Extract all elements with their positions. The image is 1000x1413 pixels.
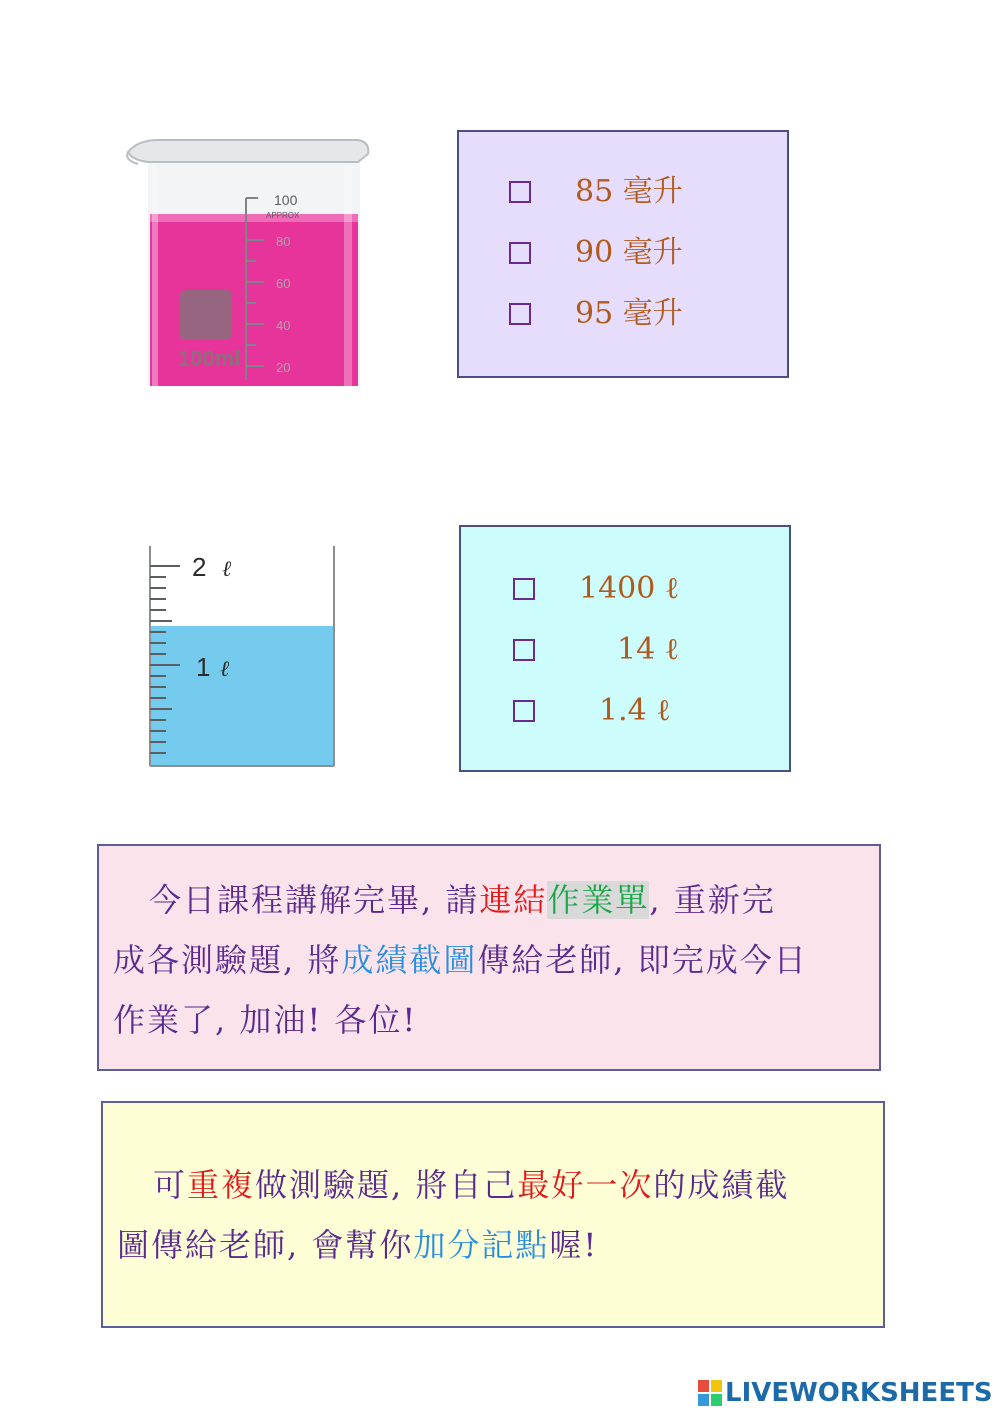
highlight-text: 重複 (187, 1166, 256, 1204)
worksheet-link[interactable]: 作業單 (547, 881, 650, 919)
checkbox[interactable] (509, 242, 531, 264)
beaker-capacity-label: 100ml (178, 346, 241, 371)
checkbox[interactable] (513, 700, 535, 722)
link-text: 連結 (479, 881, 548, 919)
graduation-40: 40 (276, 318, 291, 333)
graduation-60: 60 (276, 276, 291, 291)
option-label: 85 毫升 (575, 174, 683, 209)
text: 可 (153, 1166, 188, 1204)
label-1l-unit: ℓ (220, 657, 230, 682)
logo-text: LIVEWORKSHEETS (725, 1378, 993, 1408)
label-1l-number: 1 (196, 652, 211, 682)
option-14l[interactable] (513, 630, 680, 670)
option-label: 14 ℓ (617, 632, 680, 667)
checkbox[interactable] (509, 181, 531, 203)
note2-line1 (153, 1163, 789, 1207)
question1-options-box (457, 130, 789, 378)
text: 的成績截 (653, 1166, 790, 1204)
beaker-blue-image (140, 540, 340, 770)
highlight-text: 最好一次 (517, 1166, 654, 1204)
option-1-4l[interactable] (513, 691, 671, 731)
text: 成各測驗題, 將 (113, 941, 342, 979)
note1-line1 (149, 878, 776, 922)
approx-label: APPROX (266, 211, 300, 220)
bonus-note (101, 1101, 885, 1328)
note2-line2 (117, 1223, 598, 1267)
checkbox[interactable] (513, 578, 535, 600)
label-2l-number: 2 (192, 552, 207, 582)
option-90ml[interactable] (509, 233, 683, 273)
option-label: 95 毫升 (575, 296, 683, 331)
note1-line3: 作業了, 加油! 各位! (113, 1001, 418, 1039)
liveworksheets-logo (698, 1378, 993, 1408)
text: 圖傳給老師, 會幫你 (117, 1226, 414, 1264)
highlight-text: 成績截圖 (341, 941, 478, 979)
graduation-20: 20 (276, 360, 291, 375)
note1-line2 (113, 938, 808, 982)
option-85ml[interactable] (509, 172, 683, 212)
beaker-pink-image (118, 130, 376, 386)
graduation-80: 80 (276, 234, 291, 249)
text: 今日課程講解完畢, 請 (149, 881, 480, 919)
option-95ml[interactable] (509, 294, 683, 334)
instructions-note (97, 844, 881, 1071)
text: 做測驗題, 將自己 (255, 1166, 518, 1204)
option-label: 1400 ℓ (579, 571, 680, 606)
checkbox[interactable] (509, 303, 531, 325)
option-label: 90 毫升 (575, 235, 683, 270)
checkbox[interactable] (513, 639, 535, 661)
option-label: 1.4 ℓ (599, 693, 671, 728)
text: 傳給老師, 即完成今日 (477, 941, 808, 979)
text: 喔! (549, 1226, 599, 1264)
highlight-text: 加分記點 (413, 1226, 550, 1264)
question2-options-box (459, 525, 791, 772)
option-1400l[interactable] (513, 569, 680, 609)
graduation-100: 100 (274, 192, 298, 208)
label-2l-unit: ℓ (222, 557, 232, 582)
text: , 重新完 (649, 881, 776, 919)
logo-mark-icon (698, 1380, 722, 1406)
